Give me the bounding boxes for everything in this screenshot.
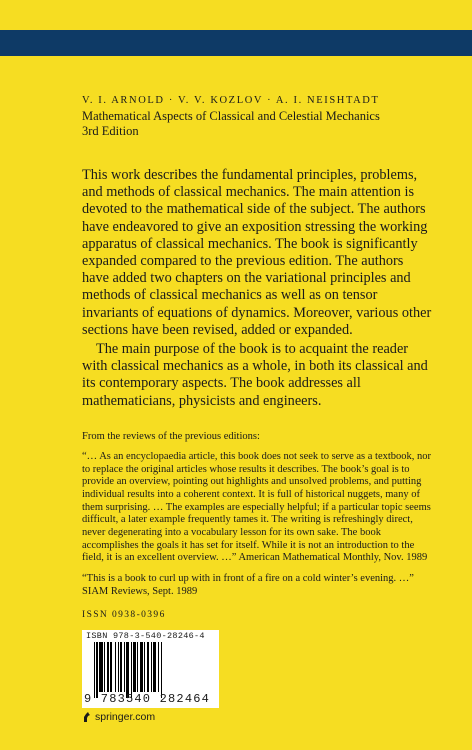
issn: ISSN 0938-0396	[82, 610, 166, 620]
review-quote: “… As an encyclopaedia article, this book does not seek to serve as a textbook, nor to replace the original articles whose results it describes. The book’s goal is to provide an overview, pointing out highlights and unsolved problems, and putting individual results into a coherent context. It is full of historical nuggets, many of them surprising. … The examples are especially helpful; if a particular topic seems difficult, a later example frequently tames it. The writing is refreshingly direct, never degenerating into a vocabulary lesson for its own sake. The book accomplishes the goals it has set for itself. While it is not an introduction to the field, it is an excellent overview. …” American Mathematical Monthly, Nov. 1989	[82, 450, 432, 564]
springer-horse-icon	[82, 711, 92, 723]
barcode	[82, 630, 219, 708]
top-band	[0, 0, 472, 56]
edition: 3rd Edition	[82, 124, 139, 138]
back-cover-text	[82, 95, 432, 607]
navy-stripe	[0, 30, 472, 56]
barcode-bars	[94, 642, 214, 696]
review-quote: “This is a book to curl up with in front of a fire on a cold winter’s evening. …” SIAM Reviews, Sept. 1989	[82, 573, 414, 597]
book-title: Mathematical Aspects of Classical and Celestial Mechanics	[82, 109, 380, 123]
springer-logo	[82, 711, 155, 723]
reviews-heading: From the reviews of the previous editions:	[82, 430, 260, 442]
ean-number: 9 783540 282464	[84, 692, 211, 706]
description	[82, 167, 432, 410]
isbn: ISBN 978-3-540-28246-4	[86, 631, 205, 641]
publisher-url: springer.com	[95, 711, 156, 723]
authors: V. I. ARNOLD · V. V. KOZLOV · A. I. NEISHTADT	[82, 95, 380, 106]
description-paragraph: The main purpose of the book is to acquaint the reader with classical mechanics as a whole, in both its classical and its contemporary aspects. The book addresses all mathematicians, physicists and engineers.	[82, 341, 428, 409]
description-paragraph: This work describes the fundamental principles, problems, and methods of classical mechanics. The main attention is devoted to the mathematical side of the subject. The authors have endeavored to give an exposition stressing the working apparatus of classical mechanics. The book is significantly expanded compared to the previous edition. The authors have added two chapters on the variational principles and methods of classical mechanics as well as on tensor invariants of equations of dynamics. Moreover, various other sections have been revised, added or expanded.	[82, 167, 432, 338]
barcode-bar	[162, 642, 163, 698]
